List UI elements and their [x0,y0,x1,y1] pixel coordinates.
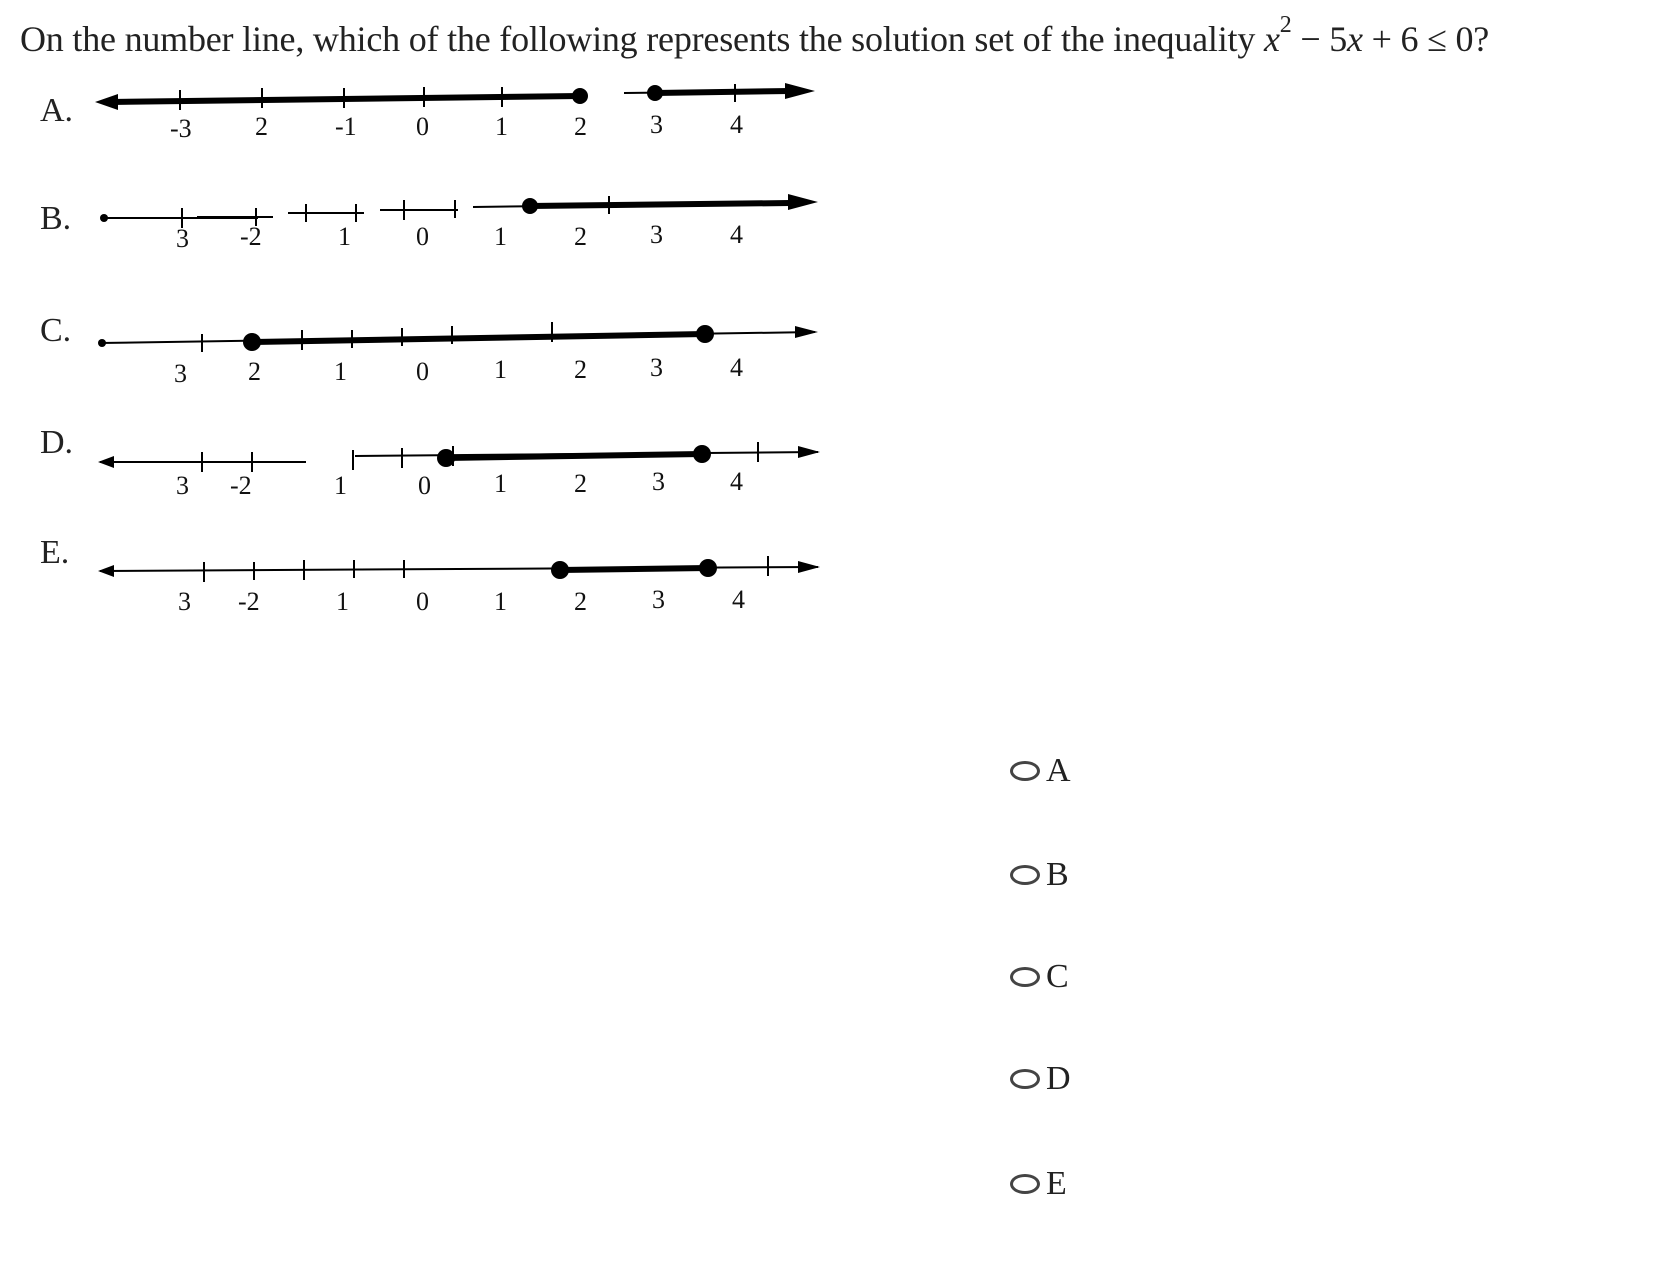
tick-label: 0 [418,471,431,500]
tick-label: 1 [336,587,349,616]
tick-label: -2 [240,222,262,251]
tick-label: 3 [650,353,663,382]
question-suffix: + 6 ≤ 0? [1362,19,1490,59]
radio-circle-icon[interactable] [1010,865,1040,885]
tick-label: 1 [495,112,508,141]
number-line-a [90,80,890,160]
tick-label: 3 [178,587,191,616]
tick-label: 2 [574,112,587,141]
exponent: 2 [1279,12,1292,38]
number-line-e [90,520,890,616]
question-middle: − 5 [1291,19,1348,59]
tick-label: 3 [652,467,665,496]
tick-label: 3 [652,585,665,614]
tick-label: 3 [650,110,663,139]
tick-label: 1 [494,469,507,498]
variable-x: x [1263,19,1280,59]
tick-label: 4 [732,585,745,614]
number-line-b [90,190,890,270]
choice-label: D [1046,1060,1071,1097]
figure-label-b: B. [40,200,72,237]
tick-label: 2 [248,357,261,386]
tick-label: 1 [338,222,351,251]
choice-label: C [1046,958,1069,995]
tick-label: 0 [416,222,429,251]
tick-label: 4 [730,110,743,139]
question-text [20,12,1490,60]
tick-label: -3 [170,114,192,143]
question-prefix: On the number line, which of the following represents the solution set of the inequality [20,19,1256,59]
choice-d-radio[interactable] [1010,1060,1071,1098]
variable-x2: x [1347,19,1363,59]
tick-label: 1 [494,587,507,616]
tick-label: 1 [334,357,347,386]
radio-circle-icon[interactable] [1010,761,1040,781]
figure-label-c: C. [40,312,72,349]
tick-label: -2 [238,587,260,616]
radio-circle-icon[interactable] [1010,1069,1040,1089]
choice-label: A [1046,752,1071,789]
tick-label: 2 [574,222,587,251]
tick-label: 1 [494,355,507,384]
tick-label: 0 [416,112,429,141]
number-line-c [90,300,890,388]
figure-label-e: E. [40,534,70,571]
tick-label: 2 [574,587,587,616]
tick-label: 1 [334,471,347,500]
number-line-d [90,410,890,500]
tick-label: 0 [416,357,429,386]
tick-label: 3 [650,220,663,249]
radio-circle-icon[interactable] [1010,967,1040,987]
tick-label: 4 [730,220,743,249]
tick-label: 3 [174,359,187,388]
tick-label: -1 [335,112,357,141]
tick-label: 2 [574,469,587,498]
choice-label: B [1046,856,1069,893]
figure-label-d: D. [40,424,74,461]
tick-label: 2 [255,112,268,141]
tick-label: 4 [730,467,743,496]
tick-label: 4 [730,353,743,382]
tick-label: 3 [176,224,189,253]
choice-e-radio[interactable] [1010,1165,1067,1203]
choice-c-radio[interactable] [1010,958,1069,996]
figure-label-a: A. [40,92,74,129]
tick-label: 3 [176,471,189,500]
choice-a-radio[interactable] [1010,752,1071,790]
tick-label: 1 [494,222,507,251]
tick-label: 0 [416,587,429,616]
radio-circle-icon[interactable] [1010,1174,1040,1194]
tick-label: 2 [574,355,587,384]
choice-b-radio[interactable] [1010,856,1069,894]
choice-label: E [1046,1165,1067,1202]
tick-label: -2 [230,471,252,500]
